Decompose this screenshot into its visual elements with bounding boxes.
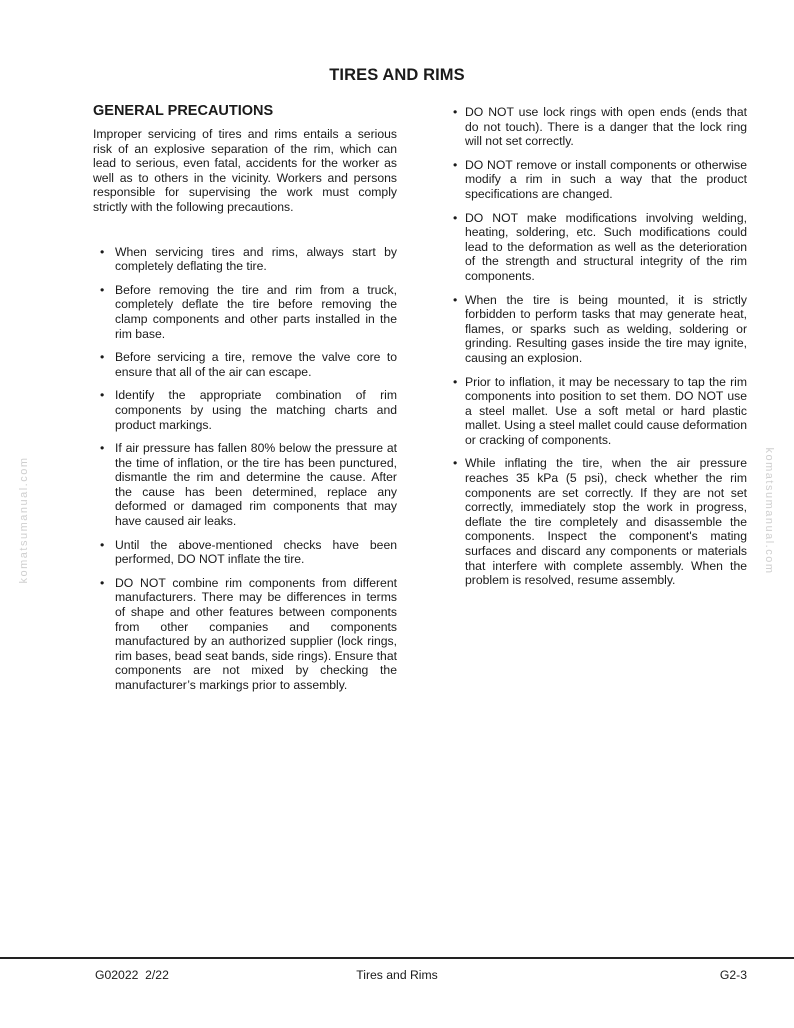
list-item: • Before servicing a tire, remove the valve core to ensure that all of the air can escape. — [93, 350, 397, 379]
intro-paragraph: Improper servicing of tires and rims entails a serious risk of an explosive separation of the rim, which can lead to serious, even fatal, accidents for the worker as well as to others in the vicinity. Workers and persons responsible for supervising the work must comply strictly with the following precautions. — [93, 127, 397, 214]
list-item: • When the tire is being mounted, it is strictly forbidden to perform tasks that may generate heat, flames, or sparks such as welding, soldering or grinding. Resulting gases inside the tire may ignite, causing an explosion. — [455, 293, 747, 366]
list-item: • DO NOT combine rim components from different manufacturers. There may be differences in terms of shape and other features between components from other companies and components manufactured by an authorized supplier (lock rings, rim bases, bead seat bands, side rings). Ensure that components are not mixed by checking the manufacturer’s markings prior to assembly. — [93, 576, 397, 693]
footer-divider — [0, 957, 794, 959]
list-item: • DO NOT make modifications involving welding, heating, soldering, etc. Such modifications could lead to the deformation as well as the deterioration of the strength and structural integrity of the rim components. — [455, 211, 747, 284]
list-item: • When servicing tires and rims, always start by completely deflating the tire. — [93, 245, 397, 274]
list-item: • While inflating the tire, when the air pressure reaches 35 kPa (5 psi), check whether the rim components are set correctly. If they are not set correctly, immediately stop the work in progress, deflate the tire completely and disassemble the components. Inspect the component's mating surfaces and discard any components or materials that interfere with complete assembly. When the problem is resolved, resume assembly. — [455, 456, 747, 587]
footer-doc-id: G02022 2/22 — [95, 968, 169, 982]
section-heading: GENERAL PRECAUTIONS — [93, 103, 274, 119]
watermark-right: komatsumanual.com — [763, 447, 775, 575]
list-item: • If air pressure has fallen 80% below the pressure at the time of inflation, or the tire has been punctured, dismantle the rim and determine the cause. After the cause has been determined, replace any deformed or damaged rim components that may have caused air leaks. — [93, 441, 397, 529]
left-bullet-list — [93, 245, 397, 693]
watermark-left: komatsumanual.com — [18, 456, 30, 584]
list-item: • Until the above-mentioned checks have been performed, DO NOT inflate the tire. — [93, 538, 397, 567]
list-item: • DO NOT remove or install components or otherwise modify a rim in such a way that the product specifications are changed. — [455, 158, 747, 202]
right-column — [455, 105, 747, 597]
right-bullet-list — [455, 105, 747, 588]
list-item: • Identify the appropriate combination of rim components by using the matching charts and product markings. — [93, 388, 397, 432]
list-item: • Prior to inflation, it may be necessary to tap the rim components into position to set them. DO NOT use a steel mallet. Use a soft metal or hard plastic mallet. Using a steel mallet could cause deformation or cracking of components. — [455, 375, 747, 448]
list-item: • Before removing the tire and rim from a truck, completely deflate the tire before removing the clamp components and other parts installed in the rim base. — [93, 283, 397, 341]
page-title: TIRES AND RIMS — [329, 66, 465, 84]
footer-section-name: Tires and Rims — [356, 968, 438, 982]
left-column — [93, 103, 397, 702]
footer-page-number: G2-3 — [719, 968, 747, 982]
list-item: • DO NOT use lock rings with open ends (ends that do not touch). There is a danger that the lock ring will not set correctly. — [455, 105, 747, 149]
